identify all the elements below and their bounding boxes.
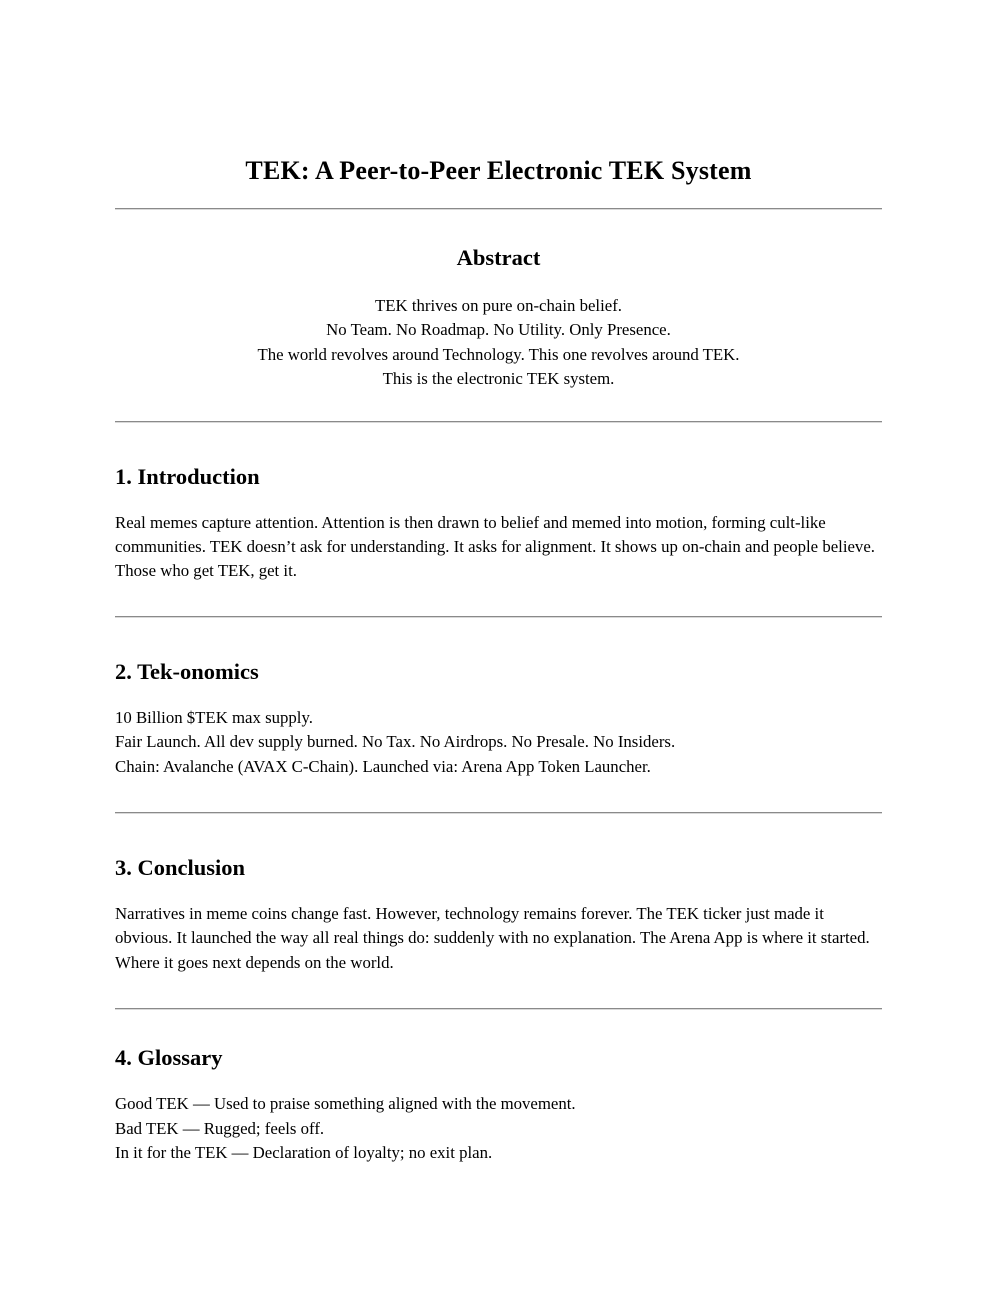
section-lines-glossary [115, 1092, 882, 1165]
tekonomics-line: Fair Launch. All dev supply burned. No Tax. No Airdrops. No Presale. No Insiders. [115, 732, 676, 752]
glossary-line: Good TEK — Used to praise something aligned with the movement. [115, 1094, 576, 1114]
abstract-line: TEK thrives on pure on-chain belief. [375, 296, 622, 315]
section-divider [115, 616, 882, 618]
glossary-line: In it for the TEK — Declaration of loyalty; no exit plan. [115, 1143, 493, 1163]
section-heading-conclusion: 3. Conclusion [115, 855, 246, 881]
section-tekonomics [115, 658, 882, 779]
section-divider [115, 1008, 882, 1010]
tekonomics-line: 10 Billion $TEK max supply. [115, 707, 313, 727]
section-divider [115, 208, 882, 210]
abstract-line: The world revolves around Technology. This one revolves around TEK. [257, 344, 740, 364]
section-divider [115, 421, 882, 423]
section-paragraph-conclusion: Narratives in meme coins change fast. However, technology remains forever. The TEK ticker just made it obvious. It launched the way all real things do: suddenly with no explanation. The Arena App is where it started. Where it goes next depends on the world. [115, 904, 870, 972]
abstract-heading: Abstract [456, 245, 541, 270]
abstract-line: No Team. No Roadmap. No Utility. Only Presence. [326, 320, 671, 340]
glossary-line: Bad TEK — Rugged; feels off. [115, 1118, 325, 1138]
section-glossary [115, 1044, 882, 1165]
section-heading-tekonomics: 2. Tek-onomics [115, 658, 259, 684]
section-heading-introduction: 1. Introduction [115, 463, 260, 489]
section-introduction [115, 463, 882, 584]
abstract-text [115, 294, 882, 392]
tekonomics-line: Chain: Avalanche (AVAX C-Chain). Launched via: Arena App Token Launcher. [115, 756, 651, 776]
section-divider [115, 812, 882, 814]
section-conclusion [115, 854, 882, 975]
section-lines-tekonomics [115, 706, 882, 779]
abstract-line: This is the electronic TEK system. [382, 369, 615, 389]
section-heading-glossary: 4. Glossary [115, 1045, 223, 1071]
document-title: TEK: A Peer-to-Peer Electronic TEK System [245, 156, 752, 185]
section-paragraph-introduction: Real memes capture attention. Attention is then drawn to belief and memed into motion, forming cult-like communities. TEK doesn’t ask for understanding. It asks for alignment. It shows up on-chain and people believe. Those who get TEK, get it. [115, 512, 875, 581]
